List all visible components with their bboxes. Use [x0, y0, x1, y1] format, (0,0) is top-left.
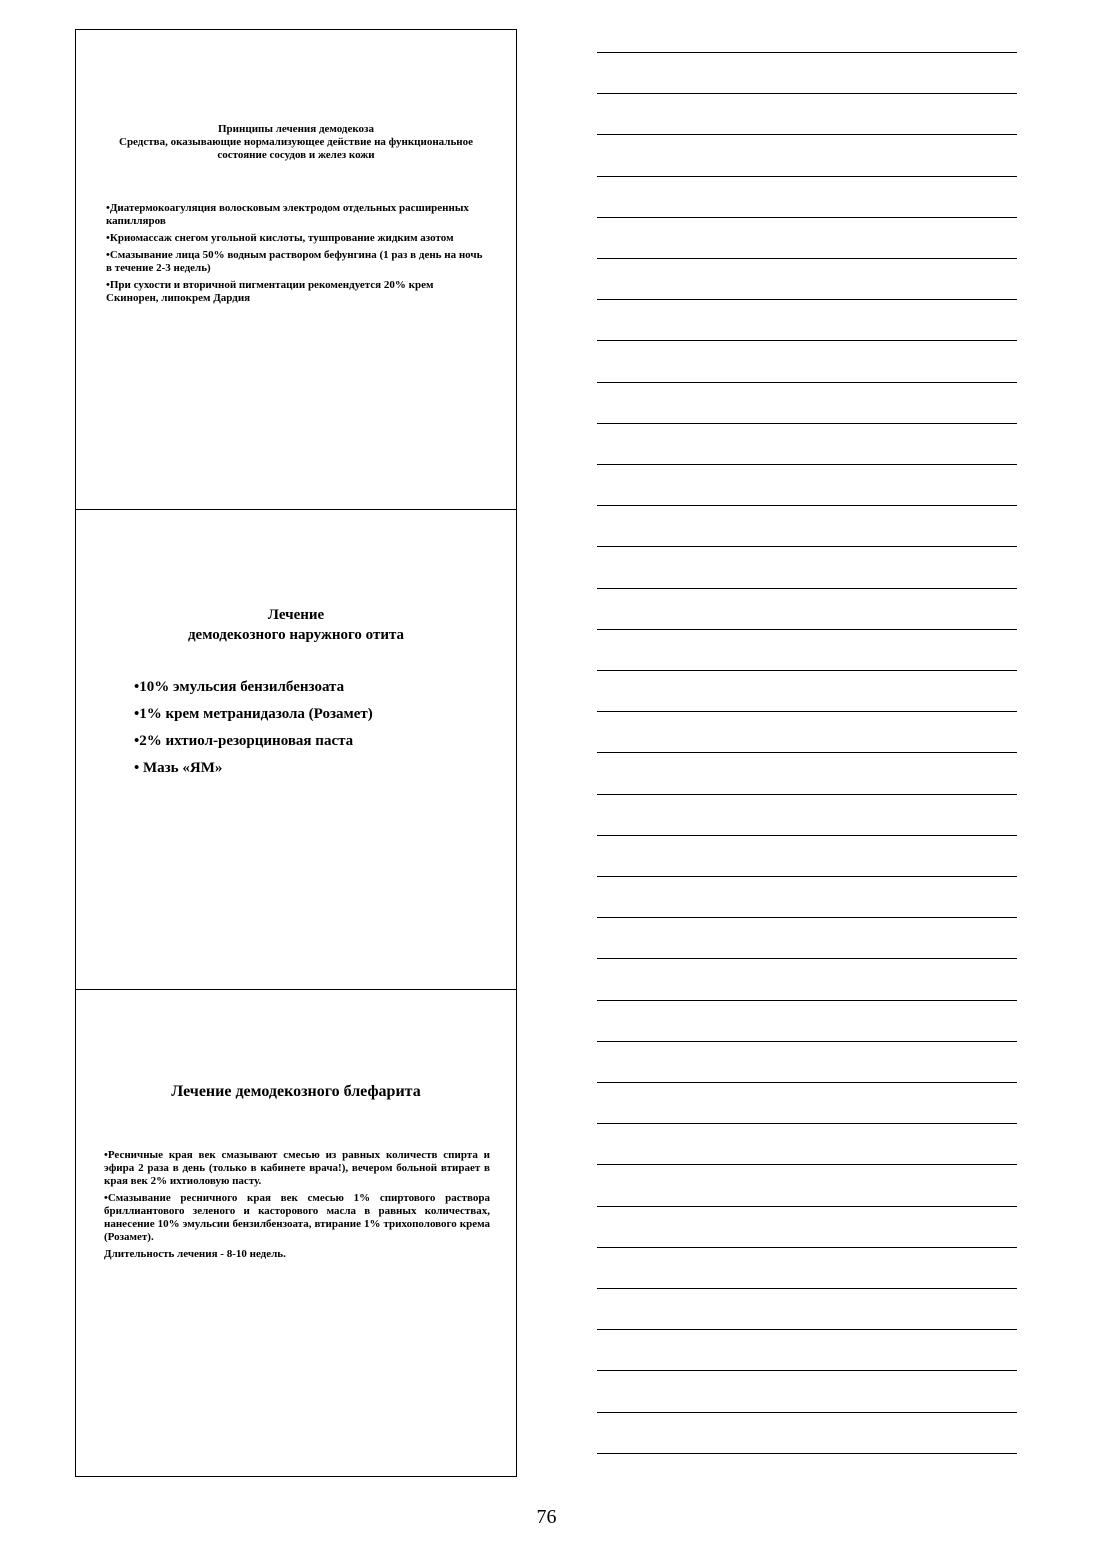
list-item: •2% ихтиол-резорциновая паста: [134, 733, 354, 749]
page-number: 76: [536, 1506, 557, 1528]
note-line: [597, 958, 1017, 959]
note-line: [597, 1164, 1017, 1165]
note-line: [597, 835, 1017, 836]
list-item: •1% крем метранидазола (Розамет): [134, 706, 373, 722]
note-line: [597, 423, 1017, 424]
note-line: [597, 52, 1017, 53]
list-item: •Смазывание лица 50% водным раствором бефунгина (1 раз в день на ночь в течение 2-3 недель): [106, 249, 483, 274]
slide-title: [96, 123, 496, 162]
list-item: •Ресничные края век смазывают смесью из равных количеств спирта и эфира 2 раза в день (только в кабинете врача!), вечером больной втирает в края век 2% ихтиоловую пасту.: [104, 1149, 490, 1187]
note-line: [597, 176, 1017, 177]
list-item: •Криомассаж снегом угольной кислоты, тушпрование жидким азотом: [106, 232, 454, 244]
note-line: [597, 258, 1017, 259]
note-line: [597, 670, 1017, 671]
list-item: •Смазывание ресничного края век смесью 1% спиртового раствора бриллиантового зеленого и касторового масла в равных количествах, нанесение 10% эмульсии бензилбензоата, втирание 1% трихополового крема (Розамет).: [104, 1192, 490, 1243]
note-line: [597, 1329, 1017, 1330]
note-line: [597, 1123, 1017, 1124]
note-line: [597, 876, 1017, 877]
slide-title-line-1: Лечение: [267, 607, 325, 623]
slide-title: [96, 605, 496, 645]
note-line: [597, 382, 1017, 383]
note-line: [597, 629, 1017, 630]
note-line: [597, 1247, 1017, 1248]
list-item: •Диатермокоагуляция волосковым электродом отдельных расширенных капилляров: [106, 202, 469, 227]
note-line: [597, 505, 1017, 506]
note-line: [597, 464, 1017, 465]
slide-title: Лечение демодекозного блефарита: [171, 1083, 421, 1100]
note-line: [597, 1453, 1017, 1454]
note-line: [597, 93, 1017, 94]
slide-title-line-2: демодекозного наружного отита: [187, 627, 405, 643]
slide-bullet-list: [104, 1149, 490, 1265]
note-line: [597, 1206, 1017, 1207]
note-line: [597, 1370, 1017, 1371]
note-line: [597, 1000, 1017, 1001]
slide-title-line-2: Средства, оказывающие нормализующее действие на функциональное состояние сосудов и желез кожи: [119, 136, 473, 161]
note-line: [597, 1412, 1017, 1413]
list-item: •При сухости и вторичной пигментации рекомендуется 20% крем Скинорен, липокрем Дардия: [106, 279, 434, 304]
slide-otitis-treatment: [76, 509, 516, 990]
note-line: [597, 711, 1017, 712]
slide-demodecosis-principles: [76, 30, 516, 510]
list-item: • Мазь «ЯМ»: [134, 760, 223, 776]
slide-blepharitis-treatment: [76, 989, 516, 1476]
note-line: [597, 1041, 1017, 1042]
slides-column: [75, 29, 517, 1477]
note-line: [597, 1082, 1017, 1083]
notes-lines: [597, 0, 1017, 1565]
note-line: [597, 134, 1017, 135]
note-line: [597, 299, 1017, 300]
list-item: •10% эмульсия бензилбензоата: [134, 679, 345, 695]
note-line: [597, 752, 1017, 753]
slide-title-line-1: Принципы лечения демодекоза: [218, 123, 374, 135]
list-item: Длительность лечения - 8-10 недель.: [104, 1248, 286, 1260]
slide-bullet-list: [106, 202, 488, 309]
note-line: [597, 588, 1017, 589]
note-line: [597, 546, 1017, 547]
note-line: [597, 794, 1017, 795]
slide-bullet-list: [134, 678, 496, 786]
note-line: [597, 917, 1017, 918]
note-line: [597, 217, 1017, 218]
note-line: [597, 340, 1017, 341]
note-line: [597, 1288, 1017, 1289]
